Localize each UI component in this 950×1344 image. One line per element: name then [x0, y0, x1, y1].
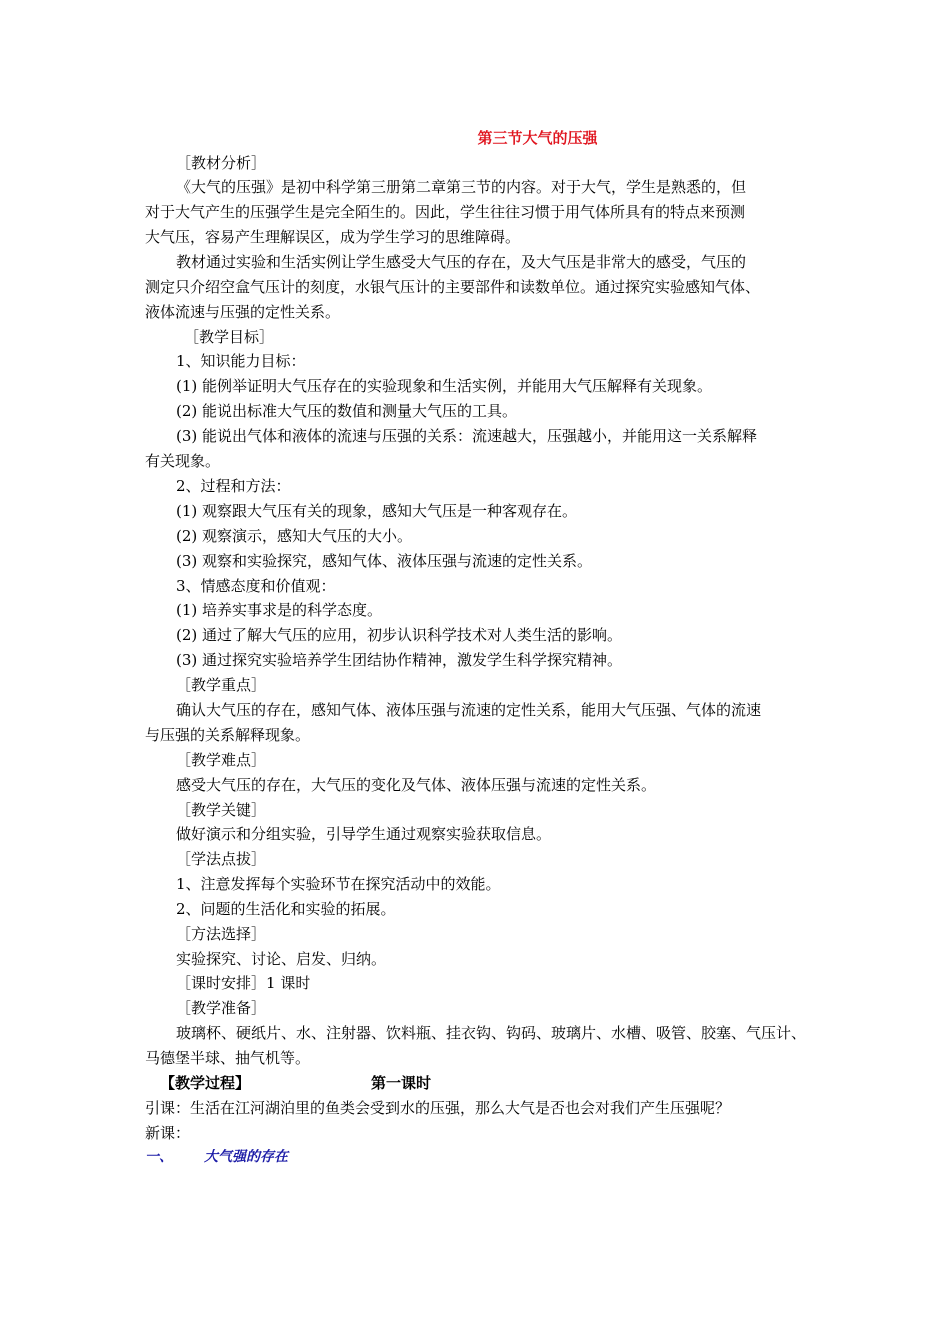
paragraph-line: 玻璃杯、硬纸片、水、注射器、饮料瓶、挂衣钩、钩码、玻璃片、水槽、吸管、胶塞、气压计、 [176, 1024, 807, 1042]
section-number: 一、 [145, 1149, 173, 1165]
paragraph-line: 新课： [145, 1124, 191, 1142]
heading-material-analysis: ［教材分析］ [176, 154, 267, 172]
schedule-label: ［课时安排］ [176, 974, 267, 992]
paragraph-line: 对于大气产生的压强学生是完全陌生的。因此，学生往往习惯于用气体所具有的特点来预测 [145, 203, 746, 221]
goal-item: 1、知识能力目标： [176, 352, 306, 370]
paragraph-line: 测定只介绍空盒气压计的刻度，水银气压计的主要部件和读数单位。通过探究实验感知气体、 [145, 278, 761, 296]
goal-item: (3) 观察和实验探究，感知气体、液体压强与流速的定性关系。 [176, 552, 593, 570]
goal-item: (2) 通过了解大气压的应用，初步认识科学技术对人类生活的影响。 [176, 626, 623, 644]
heading-teaching-goals: ［教学目标］ [184, 328, 275, 346]
goal-item: (2) 能说出标准大气压的数值和测量大气压的工具。 [176, 402, 518, 420]
goal-item: (1) 培养实事求是的科学态度。 [176, 601, 383, 619]
paragraph-line: 液体流速与压强的定性关系。 [145, 303, 341, 321]
paragraph-line: 1、注意发挥每个实验环节在探究活动中的效能。 [176, 875, 501, 893]
paragraph-line: 感受大气压的存在，大气压的变化及气体、液体压强与流速的定性关系。 [176, 776, 657, 794]
heading-difficulties: ［教学难点］ [176, 751, 267, 769]
heading-study-method: ［学法点拔］ [176, 850, 267, 868]
goal-item: (2) 观察演示，感知大气压的大小。 [176, 527, 413, 545]
lesson-label: 第一课时 [371, 1074, 432, 1092]
schedule-value: 1 课时 [266, 974, 311, 992]
goal-item: 有关现象。 [145, 452, 221, 470]
heading-process: 【教学过程】 [160, 1074, 251, 1092]
paragraph-line: 马德堡半球、抽气机等。 [145, 1049, 311, 1067]
paragraph-line: 《大气的压强》是初中科学第三册第二章第三节的内容。对于大气，学生是熟悉的，但 [176, 178, 747, 196]
goal-item: (3) 通过探究实验培养学生团结协作精神，激发学生科学探究精神。 [176, 651, 623, 669]
paragraph-line: 实验探究、讨论、启发、归纳。 [176, 950, 387, 968]
goal-item: (1) 观察跟大气压有关的现象，感知大气压是一种客观存在。 [176, 502, 578, 520]
section-title: 大气强的存在 [204, 1149, 288, 1165]
heading-preparation: ［教学准备］ [176, 999, 267, 1017]
paragraph-line: 与压强的关系解释现象。 [145, 726, 311, 744]
goal-item: (1) 能例举证明大气压存在的实验现象和生活实例，并能用大气压解释有关现象。 [176, 377, 713, 395]
heading-key: ［教学关键］ [176, 801, 267, 819]
paragraph-line: 做好演示和分组实验，引导学生通过观察实验获取信息。 [176, 825, 552, 843]
goal-item: 2、过程和方法： [176, 477, 291, 495]
paragraph-line: 确认大气压的存在，感知气体、液体压强与流速的定性关系，能用大气压强、气体的流速 [176, 701, 762, 719]
goal-item: (3) 能说出气体和液体的流速与压强的关系：流速越大，压强越小，并能用这一关系解释 [176, 427, 758, 445]
paragraph-line: 2、问题的生活化和实验的拓展。 [176, 900, 396, 918]
goal-item: 3、情感态度和价值观： [176, 577, 336, 595]
paragraph-line: 引课：生活在江河湖泊里的鱼类会受到水的压强，那么大气是否也会对我们产生压强呢？ [145, 1099, 731, 1117]
heading-key-points: ［教学重点］ [176, 676, 267, 694]
heading-method-choice: ［方法选择］ [176, 925, 267, 943]
paragraph-line: 大气压，容易产生理解误区，成为学生学习的思维障碍。 [145, 228, 521, 246]
paragraph-line: 教材通过实验和生活实例让学生感受大气压的存在，及大气压是非常大的感受，气压的 [176, 253, 747, 271]
heading-schedule [176, 971, 310, 995]
document-title: 第三节大气的压强 [477, 129, 598, 147]
